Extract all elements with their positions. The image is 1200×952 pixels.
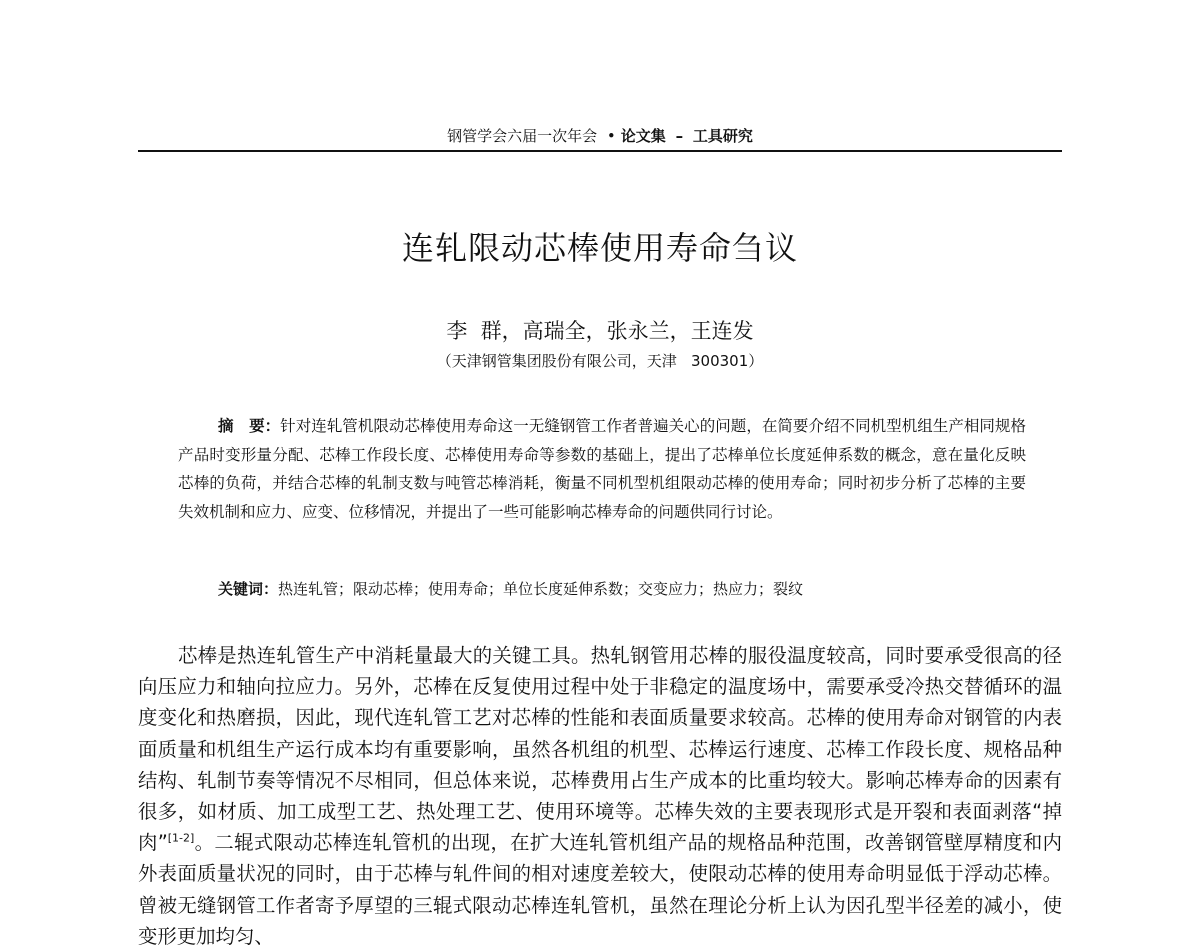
header-dash: – (675, 127, 684, 145)
section-name: 工具研究 (692, 127, 753, 145)
citation-ref: [1-2] (167, 831, 195, 845)
keywords-text: 热连轧管；限动芯棒；使用寿命；单位长度延伸系数；交变应力；热应力；裂纹 (278, 580, 804, 598)
body-text-part1: 芯棒是热连轧管生产中消耗量最大的关键工具。热轧钢管用芯棒的服役温度较高，同时要承受很高的径向压应力和轴向拉应力。另外，芯棒在反复使用过程中处于非稳定的温度场中，需要承受冷热交替循环的温度变化和热磨损，因此，现代连轧管工艺对芯棒的性能和表面质量要求较高。芯棒的使用寿命对钢管的内表面质量和机组生产运行成本均有重要影响，虽然各机组的机型、芯棒运行速度、芯棒工作段长度、规格品种结构、轧制节奏等情况不尽相同，但总体来说，芯棒费用占生产成本的比重均较大。影响芯棒寿命的因素有很多，如材质、加工成型工艺、热处理工艺、使用环境等。芯棒失效的主要表现形式是开裂和表面剥落“掉肉” (138, 644, 1062, 855)
header-rule (138, 150, 1062, 152)
abstract-text: 针对连轧管机限动芯棒使用寿命这一无缝钢管工作者普遍关心的问题，在简要介绍不同机型机组生产相同规格产品时变形量分配、芯棒工作段长度、芯棒使用寿命等参数的基础上，提出了芯棒单位长度延伸系数的概念，意在量化反映芯棒的负荷，并结合芯棒的轧制支数与吨管芯棒消耗，衡量不同机型机组限动芯棒的使用寿命；同时初步分析了芯棒的主要失效机制和应力、应变、位移情况，并提出了一些可能影响芯棒寿命的问题供同行讨论。 (178, 417, 1026, 521)
body-text-part2: 。二辊式限动芯棒连轧管机的出现，在扩大连轧管机组产品的规格品种范围，改善钢管壁厚精度和内外表面质量状况的同时，由于芯棒与轧件间的相对速度差较大，使限动芯棒的使用寿命明显低于浮动芯棒。曾被无缝钢管工作者寄予厚望的三辊式限动芯棒连轧管机，虽然在理论分析上认为因孔型半径差的减小，使变形更加均匀、 (138, 831, 1062, 948)
author-list: 李 群，高瑞全，张永兰，王连发 (446, 319, 754, 343)
abstract-label: 摘 要： (218, 417, 281, 435)
paper-title: 连轧限动芯棒使用寿命刍议 (401, 229, 798, 267)
running-header (138, 124, 1062, 148)
abstract (178, 412, 1026, 526)
keywords (178, 575, 1026, 603)
collection-name: 论文集 (620, 127, 666, 145)
affiliation: （天津钢管集团股份有限公司，天津 300301） (436, 352, 764, 370)
conference-name: 钢管学会六届一次年会 (447, 127, 598, 145)
keywords-label: 关键词： (218, 580, 279, 598)
body-paragraph (138, 640, 1062, 952)
header-dot: • (606, 127, 616, 145)
